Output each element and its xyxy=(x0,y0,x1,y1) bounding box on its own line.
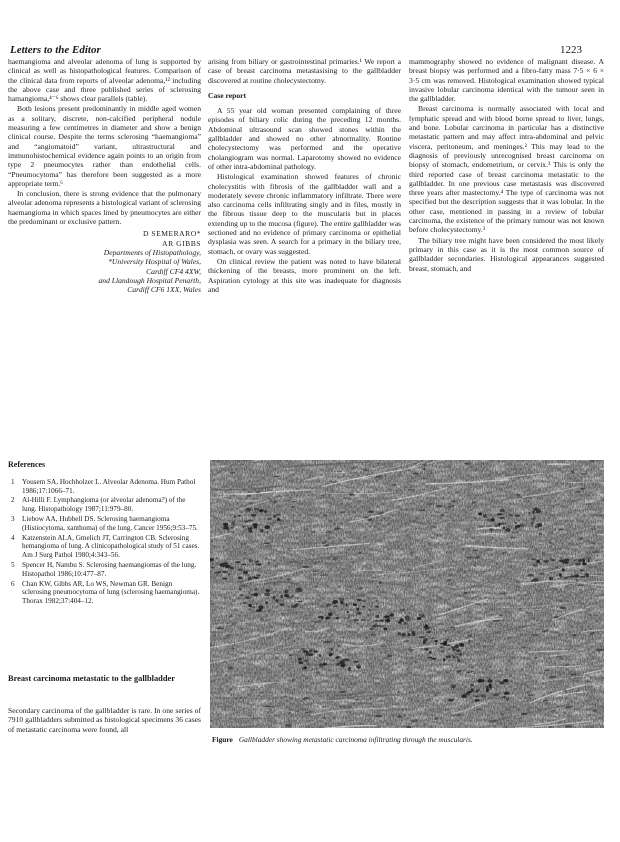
nucleus xyxy=(451,646,455,648)
reference-number: 4 xyxy=(11,533,15,542)
nucleus xyxy=(256,563,261,565)
nucleus xyxy=(499,523,505,525)
reference-number: 2 xyxy=(11,496,15,505)
nucleus xyxy=(287,596,292,598)
paragraph: A 55 year old woman presented complaining of three episodes of biliary colic during the preceding 12 months. Abdominal ultrasound scan showed stones within the gallbladder and showed no other abnormality. Routine cholecystectomy was performed and the operative cholangiogram was normal. Laparotomy showed no evidence of other intra-abdominal pathology. xyxy=(208,106,401,171)
nucleus xyxy=(517,525,520,528)
nucleus xyxy=(448,699,454,701)
nucleus xyxy=(238,515,241,517)
fiber-streak xyxy=(305,543,366,544)
nucleus xyxy=(562,568,565,572)
nucleus xyxy=(499,509,505,513)
reference-text: Al-Hilli F. Lymphangioma (or alveolar adenoma?) of the lung. Histopathology 1987;11:979–80. xyxy=(22,496,186,514)
nucleus xyxy=(319,654,321,657)
nucleus xyxy=(528,512,530,514)
nucleus xyxy=(243,602,247,604)
nucleus xyxy=(265,525,269,529)
nucleus xyxy=(556,566,559,568)
nucleus xyxy=(423,638,428,641)
nucleus xyxy=(348,667,351,670)
reference-number: 5 xyxy=(11,560,15,569)
nucleus xyxy=(251,514,257,517)
nucleus xyxy=(329,653,333,656)
nucleus xyxy=(354,661,358,663)
nucleus xyxy=(435,640,438,643)
paragraph: The biliary tree might have been considered the most likely primary in this case as it is the most common source of gallbladder secondaries. Histological appearances suggested breast, stomach, and xyxy=(409,235,604,273)
paragraph: Both lesions present predominantly in middle aged women as a solitary, discrete, non-calcified peripheral nodule measuring a few centimetres in diameter and show a benign clinical course. Despite the terms sclerosing “haemangioma” and “angiomatoid” variant, ultrastructural and immunohistochemical evidence again points to an origin from type 2 pneumocytes rather than endothelial cells. “Pneumocytoma” has therefore been suggested as a more appropriate term.⁶ xyxy=(8,104,201,188)
affiliation: Cardiff CF6 1XX, Wales xyxy=(127,285,201,295)
nucleus xyxy=(284,591,286,593)
nucleus xyxy=(486,686,488,690)
paragraph: Breast carcinoma is normally associated with local and lymphatic spread and with blood borne spread to liver, lungs, and bone. Lobular carcinoma in particular has a distinctive metastatic pattern and may affect intra-abdominal and pelvic viscera, peritoneum, and meninges.² This may lead to the diagnosis of previously unrecognised breast carcinoma on biopsy of stomach, endometrium, or cervix.³ This is only the third reported case of breast carcinoma metastatic to the gallbladder. In one previous case metastasis was discovered three years after mastectomy.⁴ The type of carcinoma was not specified but the description suggests that it was lobular. In the other case, mentioned in passing in a review of lobular carcinoma, the existence of the primary tumour was not known before cholecystectomy.³ xyxy=(409,104,604,235)
nucleus xyxy=(277,518,280,521)
reference-text: Katzenstein ALA, Gmelich JT, Carrington CB. Sclerosing hemangioma of lung. A clinicopathological study of 51 cases. Am J Surg Pathol 1980;4:343–56. xyxy=(22,533,200,560)
affiliation: *University Hospital of Wales, xyxy=(108,257,201,267)
nucleus xyxy=(239,588,242,590)
nucleus xyxy=(237,568,243,570)
nucleus xyxy=(480,694,486,697)
nucleus xyxy=(328,612,333,616)
nucleus xyxy=(503,526,506,529)
nucleus xyxy=(225,565,231,568)
nucleus xyxy=(357,612,362,615)
nucleus xyxy=(440,646,444,648)
nucleus xyxy=(230,567,234,570)
nucleus xyxy=(550,559,556,561)
paragraph: Secondary carcinoma of the gallbladder is rare. In one series of 7910 gallbladders submitted as histological specimens 36 cases of metastatic carcinoma were found, all xyxy=(8,706,201,734)
nucleus xyxy=(564,559,570,562)
nucleus xyxy=(454,656,458,658)
reference-item xyxy=(8,534,200,560)
nucleus xyxy=(298,661,303,664)
column-1 xyxy=(8,57,201,294)
author-name: AR GIBBS xyxy=(162,238,201,248)
nucleus xyxy=(417,617,422,620)
nucleus xyxy=(505,528,511,532)
nucleus xyxy=(235,561,240,563)
paragraph: In conclusion, there is strong evidence that the pulmonary alveolar adenoma represents a histological variant of sclerosing haemangioma in which spaces lined by pneumocytes are either the predominant or exclusive pattern. xyxy=(8,189,201,227)
nucleus xyxy=(353,604,357,607)
nucleus xyxy=(234,516,237,518)
nucleus xyxy=(244,520,248,523)
nucleus xyxy=(362,606,364,608)
nucleus xyxy=(260,529,264,532)
nucleus xyxy=(515,525,517,529)
nucleus xyxy=(405,618,411,622)
column-2 xyxy=(208,57,401,295)
nucleus xyxy=(532,511,534,514)
nucleus xyxy=(303,650,308,653)
reference-item xyxy=(8,515,200,533)
nucleus xyxy=(570,575,575,577)
nucleus xyxy=(535,511,540,513)
nucleus xyxy=(214,572,220,574)
affiliation: and Llandough Hospital Penarth, xyxy=(98,275,201,285)
nucleus xyxy=(370,627,375,630)
reference-number: 1 xyxy=(11,477,15,486)
nucleus xyxy=(530,518,536,520)
nucleus xyxy=(478,513,482,516)
affiliation: Departments of Histopathology, xyxy=(103,247,201,257)
nucleus xyxy=(503,679,508,682)
nucleus xyxy=(247,577,252,580)
nucleus xyxy=(435,643,437,645)
nucleus xyxy=(483,514,487,518)
nucleus xyxy=(533,578,539,581)
nucleus xyxy=(389,615,393,617)
nucleus xyxy=(509,514,513,516)
nucleus xyxy=(309,649,313,652)
reference-item xyxy=(8,561,200,579)
nucleus xyxy=(495,524,501,527)
nucleus xyxy=(265,601,268,604)
nucleus xyxy=(280,603,284,606)
nucleus xyxy=(369,609,371,612)
nucleus xyxy=(580,576,585,578)
nucleus xyxy=(265,589,270,592)
nucleus xyxy=(470,684,474,687)
nucleus xyxy=(326,604,332,607)
nucleus xyxy=(398,632,401,635)
nucleus xyxy=(291,605,296,608)
nucleus xyxy=(487,679,492,683)
nucleus xyxy=(258,605,264,609)
nucleus xyxy=(580,569,584,571)
nucleus xyxy=(231,521,235,525)
nucleus xyxy=(292,595,294,597)
nucleus xyxy=(385,619,390,623)
nucleus xyxy=(230,527,233,529)
nucleus xyxy=(331,648,333,650)
nucleus xyxy=(256,609,261,611)
nucleus xyxy=(446,639,449,641)
nucleus xyxy=(332,601,337,605)
nucleus xyxy=(222,578,227,580)
nucleus xyxy=(475,696,480,698)
nucleus xyxy=(582,563,587,566)
nucleus xyxy=(536,560,540,564)
nucleus xyxy=(211,567,215,569)
reference-number: 3 xyxy=(11,514,15,523)
nucleus xyxy=(267,518,271,520)
nucleus xyxy=(254,589,257,591)
paragraph: On clinical review the patient was noted to have bilateral thickening of the breasts, more prominent on the left. Aspiration cytology at this site was inadequate for diagnosis and xyxy=(208,256,401,294)
reference-text: Spencer H, Nambu S. Sclerosing haemangiomas of the lung. Histopathol 1986;10:477–87. xyxy=(22,560,197,578)
nucleus xyxy=(373,624,378,627)
nucleus xyxy=(353,619,359,622)
nucleus xyxy=(371,634,375,636)
nucleus xyxy=(474,699,478,701)
nucleus xyxy=(325,617,328,619)
nucleus xyxy=(506,698,509,701)
nucleus xyxy=(535,526,539,528)
nucleus xyxy=(275,599,278,603)
nucleus xyxy=(468,639,470,643)
nucleus xyxy=(356,608,359,611)
nucleus xyxy=(223,562,229,564)
nucleus xyxy=(543,560,549,563)
nucleus xyxy=(378,625,381,627)
nucleus xyxy=(533,508,538,511)
nucleus xyxy=(264,510,268,513)
author-name: D SEMERARO* xyxy=(142,229,201,239)
nucleus xyxy=(249,559,252,563)
nucleus xyxy=(252,606,256,608)
nucleus xyxy=(238,576,242,579)
nucleus xyxy=(446,655,451,658)
caption-text: Gallbladder showing metastatic carcinoma infiltrating through the muscularis. xyxy=(238,735,473,744)
nucleus xyxy=(401,633,405,637)
nucleus xyxy=(478,679,483,683)
nucleus xyxy=(347,617,350,619)
figure-caption xyxy=(212,735,604,744)
nucleus xyxy=(248,604,252,606)
paragraph: haemangioma and alveolar adenoma of lung is supported by clinical as well as histopathological features. Comparison of the clinical data from reports of alveolar adenoma,¹² including the above case and three published series of sclerosing hamangioma,⁴⁻⁶ shows clear parallels (table). xyxy=(8,57,201,104)
nucleus xyxy=(582,559,585,563)
nucleus xyxy=(319,663,323,666)
nucleus xyxy=(228,573,230,575)
nucleus xyxy=(534,516,536,518)
nucleus xyxy=(242,526,244,528)
nucleus xyxy=(440,643,446,645)
nucleus xyxy=(400,618,404,622)
micrograph-image xyxy=(210,460,604,728)
nucleus xyxy=(379,620,384,622)
article-title: Breast carcinoma metastatic to the gallbladder xyxy=(8,674,175,683)
nucleus xyxy=(241,564,246,566)
reference-text: Yousem SA, Hochholzer L. Alveolar Adenoma. Hum Pathol 1986;17:1066–71. xyxy=(22,477,196,495)
figure-label: Figure xyxy=(212,735,233,744)
section-heading: Case report xyxy=(208,90,247,100)
nucleus xyxy=(531,558,536,560)
nucleus xyxy=(452,648,456,651)
paragraph: arising from biliary or gastrointestinal primaries.¹ We report a case of breast carcinoma metastasising to the gallbladder discovered at routine cholecystectomy. xyxy=(208,57,401,85)
nucleus xyxy=(335,617,339,619)
nucleus xyxy=(304,660,309,663)
nucleus xyxy=(447,644,450,646)
nucleus xyxy=(245,597,250,599)
nucleus xyxy=(549,577,554,580)
nucleus xyxy=(531,522,533,525)
nucleus xyxy=(276,514,281,516)
reference-number: 6 xyxy=(11,579,15,588)
nucleus xyxy=(457,659,460,663)
reference-text: Liebow AA, Hubbell DS. Sclerosing haemangioma (Histiocytoma, xanthoma) of the lung. Cancer 1956;9:53–75. xyxy=(22,514,198,532)
nucleus xyxy=(377,615,380,618)
reference-item xyxy=(8,478,200,496)
signature-block xyxy=(8,229,201,294)
nucleus xyxy=(482,679,485,682)
nucleus xyxy=(267,593,270,597)
nucleus xyxy=(460,644,464,647)
references-heading: References xyxy=(8,460,46,469)
nucleus xyxy=(429,651,432,654)
nucleus xyxy=(497,513,502,515)
reference-list xyxy=(8,478,200,606)
nucleus xyxy=(361,619,366,621)
nucleus xyxy=(347,611,349,614)
nucleus xyxy=(576,579,578,581)
nucleus xyxy=(588,559,590,562)
reference-text: Chan KW, Gibbs AR, Lo WS, Newman GR. Benign sclerosing pneumocytoma of lung (sclerosing haemangioma). Thorax 1982;37:404–12. xyxy=(22,579,200,606)
nucleus xyxy=(308,653,314,656)
nucleus xyxy=(528,574,533,576)
nucleus xyxy=(559,576,563,578)
nucleus xyxy=(465,692,470,695)
nucleus xyxy=(383,627,387,630)
nucleus xyxy=(515,515,519,517)
nucleus xyxy=(574,574,579,577)
nucleus xyxy=(254,577,259,579)
nucleus xyxy=(419,613,425,616)
nucleus xyxy=(375,620,380,622)
nucleus xyxy=(297,601,302,603)
nucleus xyxy=(499,517,505,519)
nucleus xyxy=(321,617,323,620)
nucleus xyxy=(256,574,261,576)
nucleus xyxy=(424,648,428,651)
nucleus xyxy=(443,658,445,661)
nucleus xyxy=(247,527,252,529)
nucleus xyxy=(533,564,538,567)
page-number: 1223 xyxy=(560,44,582,56)
nucleus xyxy=(460,653,463,656)
nucleus xyxy=(559,559,564,562)
nucleus xyxy=(356,664,361,668)
nucleus xyxy=(489,686,493,688)
nucleus xyxy=(427,657,432,659)
nucleus xyxy=(376,605,378,607)
micrograph-figure xyxy=(210,460,604,728)
column-3 xyxy=(409,57,604,274)
nucleus xyxy=(435,692,441,693)
nucleus xyxy=(375,600,378,602)
nucleus xyxy=(431,658,436,660)
nucleus xyxy=(273,515,276,518)
nucleus xyxy=(404,622,406,624)
nucleus xyxy=(298,658,302,661)
paragraph: mammography showed no evidence of malignant disease. A breast biopsy was performed and a fibro-fatty mass 7·5 × 6 × 3·5 cm was removed. Histological examination showed typical invasive lobular carcinoma identical with the tumour seen in the gallbladder. xyxy=(409,57,604,104)
nucleus xyxy=(450,684,456,687)
nucleus xyxy=(313,650,318,653)
nucleus xyxy=(255,561,259,563)
nucleus xyxy=(455,644,459,648)
nucleus xyxy=(502,696,506,698)
nucleus xyxy=(302,666,306,670)
reference-item xyxy=(8,496,200,514)
nucleus xyxy=(356,599,361,601)
nucleus xyxy=(281,595,284,598)
nucleus xyxy=(273,596,276,600)
affiliation: Cardiff CF4 4XW, xyxy=(146,266,201,276)
references xyxy=(8,461,200,607)
nucleus xyxy=(254,508,260,510)
nucleus xyxy=(246,508,251,512)
nucleus xyxy=(335,657,339,659)
nucleus xyxy=(575,563,581,566)
nucleus xyxy=(504,692,509,695)
nucleus xyxy=(489,528,493,531)
nucleus xyxy=(499,683,504,685)
running-header: Letters to the Editor xyxy=(10,44,101,56)
nucleus xyxy=(408,633,411,636)
nucleus xyxy=(409,648,412,652)
reference-item xyxy=(8,580,200,606)
nucleus xyxy=(412,631,416,634)
paragraph: Histological examination showed features of chronic cholecystitis with fibrosis of the gallbladder wall and a moderately severe chronic inflammatory infiltrate. There were also carcinoma cells infiltrating singly and in files, mostly in the fibrous tissue deep to the muscularis but in places extending up to the mucosa (figure). The entire gallbladder was sectioned and no evidence of primary carcinoma or epithelial dysplasia was seen. A search for a primary in the biliary tree, stomach, or ovary was suggested. xyxy=(208,172,402,256)
nucleus xyxy=(515,522,518,524)
